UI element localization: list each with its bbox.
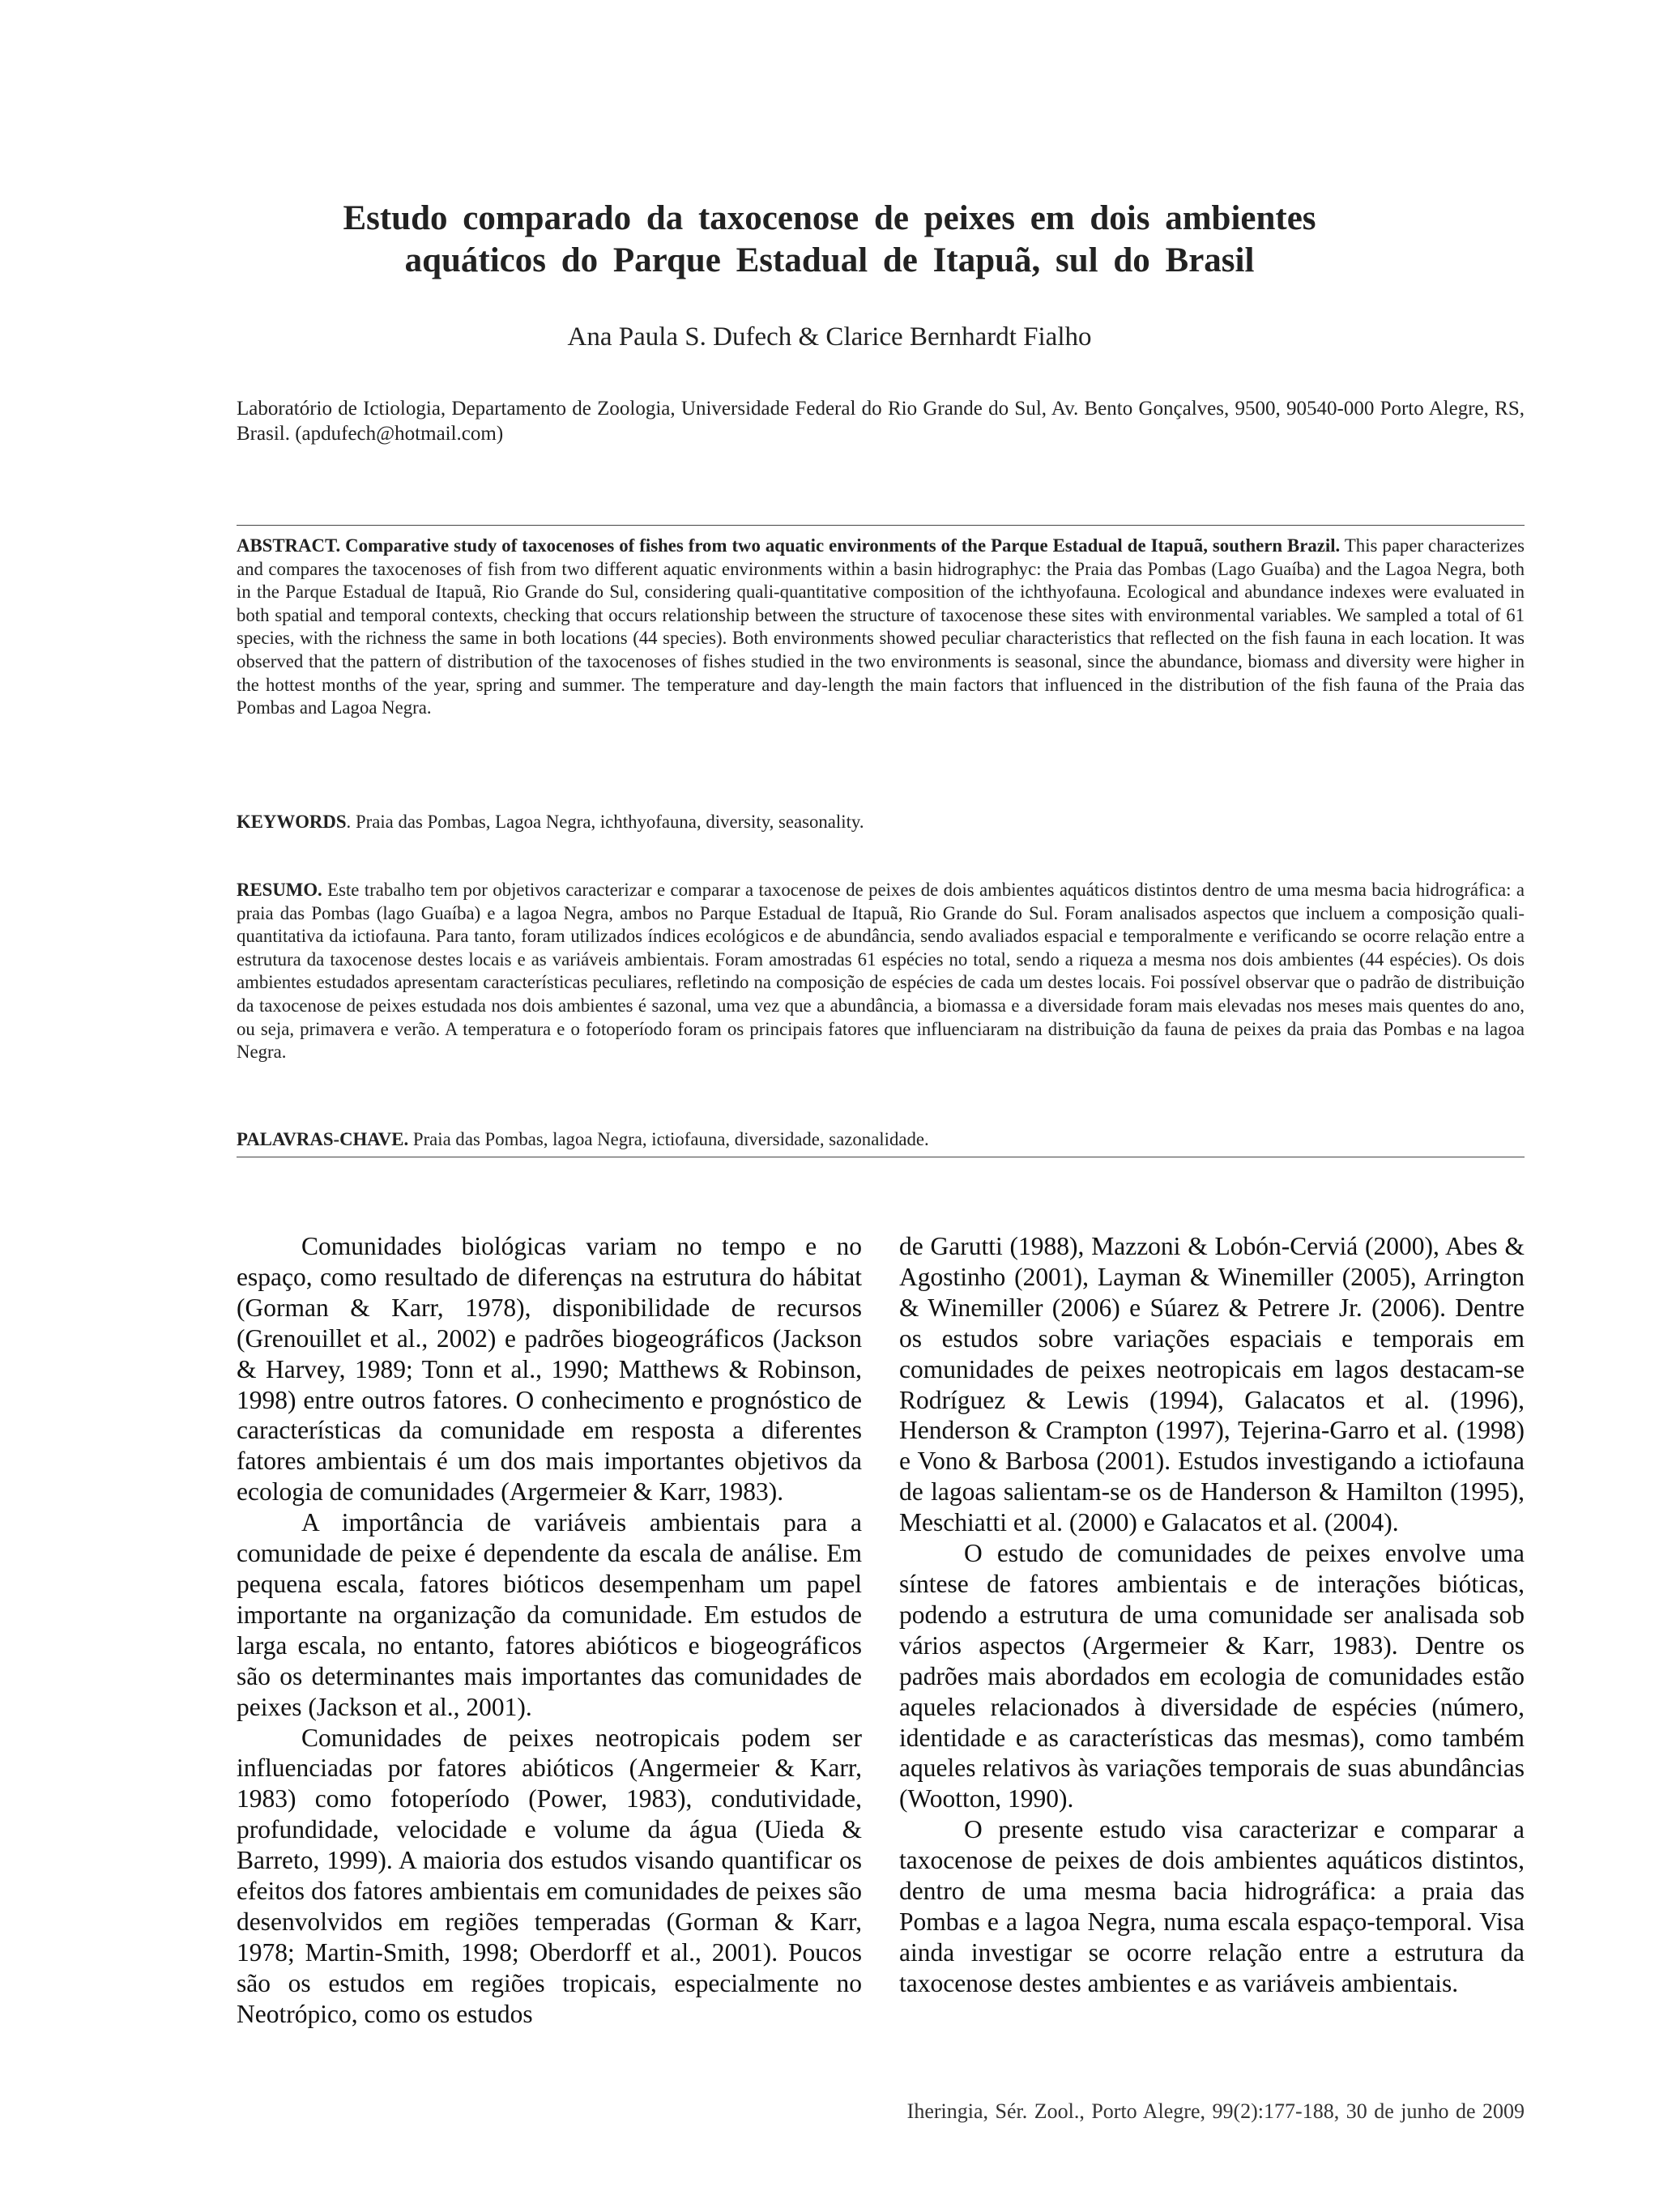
body-column-right: [899, 1231, 1525, 1999]
keywords-text: . Praia das Pombas, Lagoa Negra, ichthyofauna, diversity, seasonality.: [346, 812, 864, 832]
body-paragraph: A importância de variáveis ambientais para a comunidade de peixe é dependente da escala de análise. Em pequena escala, fatores bióticos desempenham um papel importante na organização da comunidade. Em estudos de larga escala, no entanto, fatores abióticos e biogeográficos são os determinantes mais importantes das comunidades de peixes (Jackson et al., 2001).: [237, 1508, 862, 1721]
keywords-block: [237, 811, 1525, 834]
palavras-label: PALAVRAS-CHAVE.: [237, 1129, 409, 1149]
top-rule: [237, 525, 1525, 526]
abstract-title: Comparative study of taxocenoses of fishes from two aquatic environments of the Parque Estadual de Itapuã, southern Brazil.: [345, 535, 1341, 556]
resumo-text: Este trabalho tem por objetivos caracterizar e comparar a taxocenose de peixes de dois ambientes aquáticos distintos dentro de uma mesma bacia hidrográfica: a praia das Pombas (lago Guaíba) e a lagoa Negra, ambos no Parque Estadual de Itapuã, Rio Grande do Sul. Foram analisados aspectos que incluem a composição quali-quantitativa da ictiofauna. Para tanto, foram utilizados índices ecológicos e de abundância, sendo avaliados espacial e temporalmente e verificando se ocorre relação entre a estrutura da taxocenose destes locais e as variáveis ambientais. Foram amostradas 61 espécies no total, sendo a riqueza a mesma nos dois ambientes (44 espécies). Os dois ambientes estudados apresentam características peculiares, refletindo na composição de espécies de cada um destes locais. Foi possível observar que o padrão de distribuição da taxocenose de peixes estudada nos dois ambientes é sazonal, uma vez que a abundância, a biomassa e a diversidade foram mais elevadas nos meses mais quentes do ano, ou seja, primavera e verão. A temperatura e o fotoperíodo foram os principais fatores que influenciaram na distribuição da fauna de peixes da praia das Pombas e na lagoa Negra.: [237, 880, 1525, 1063]
palavras-text: Praia das Pombas, lagoa Negra, ictiofauna, diversidade, sazonalidade.: [408, 1129, 929, 1149]
palavras-chave-block: [237, 1128, 1525, 1152]
body-paragraph: O estudo de comunidades de peixes envolve uma síntese de fatores ambientais e de interações bióticas, podendo a estrutura de uma comunidade ser analisada sob vários aspectos (Argermeier & Karr, 1983). Dentre os padrões mais abordados em ecologia de comunidades estão aqueles relacionados à diversidade de espécies (número, identidade e as características das mesmas), como também aqueles relativos às variações temporais de suas abundâncias (Wootton, 1990).: [899, 1539, 1525, 1813]
body-column-left: [237, 1231, 862, 2030]
body-paragraph: de Garutti (1988), Mazzoni & Lobón-Cerviá (2000), Abes & Agostinho (2001), Layman & Winemiller (2005), Arrington & Winemiller (2006) e Súarez & Petrere Jr. (2006). Dentre os estudos sobre variações espaciais e temporais em comunidades de peixes neotropicais em lagos destacam-se Rodríguez & Lewis (1994), Galacatos et al. (1996), Henderson & Crampton (1997), Tejerina-Garro et al. (1998) e Vono & Barbosa (2001). Estudos investigando a ictiofauna de lagoas salientam-se os de Handerson & Hamilton (1995), Meschiatti et al. (2000) e Galacatos et al. (2004).: [899, 1232, 1525, 1537]
keywords-label: KEYWORDS: [237, 812, 347, 832]
author-list: Ana Paula S. Dufech & Clarice Bernhardt Fialho: [567, 322, 1092, 352]
abstract-text: This paper characterizes and compares the taxocenoses of fish from two different aquatic environments within a basin hidrographyc: the Praia das Pombas (Lago Guaíba) and the Lagoa Negra, both in the Parque Estadual de Itapuã, Rio Grande do Sul, considering quali-quantitative composition of the ichthyofauna. Ecological and abundance indexes were evaluated in both spatial and temporal contexts, checking that occurs relationship between the structure of taxocenose these sites with environmental variables. We sampled a total of 61 species, with the richness the same in both locations (44 species). Both environments showed peculiar characteristics that reflected on the fish fauna in each location. It was observed that the pattern of distribution of the taxocenoses of fishes studied in the two environments is seasonal, since the abundance, biomass and diversity were higher in the hottest months of the year, spring and summer. The temperature and day-length the main factors that influenced in the distribution of the fish fauna of the Praia das Pombas and Lagoa Negra.: [237, 535, 1525, 718]
abstract-label: ABSTRACT.: [237, 535, 341, 556]
article-title: [237, 198, 1422, 282]
title-line-1: Estudo comparado da taxocenose de peixes em dois ambientes: [343, 199, 1316, 237]
resumo-label: RESUMO.: [237, 880, 322, 900]
body-paragraph: Comunidades de peixes neotropicais podem ser influenciadas por fatores abióticos (Angermeier & Karr, 1983) como fotoperíodo (Power, 1983), condutividade, profundidade, velocidade e volume da água (Uieda & Barreto, 1999). A maioria dos estudos visando quantificar os efeitos dos fatores ambientais em comunidades de peixes são desenvolvidos em regiões temperadas (Gorman & Karr, 1978; Martin-Smith, 1998; Oberdorff et al., 2001). Poucos são os estudos em regiões tropicais, especialmente no Neotrópico, como os estudos: [237, 1723, 862, 2028]
resumo-block: [237, 879, 1525, 1064]
affiliation: Laboratório de Ictiologia, Departamento de Zoologia, Universidade Federal do Rio Grande do Sul, Av. Bento Gonçalves, 9500, 90540-000 Porto Alegre, RS, Brasil. (apdufech@hotmail.com): [237, 398, 1525, 445]
journal-footer: Iheringia, Sér. Zool., Porto Alegre, 99(2):177-188, 30 de junho de 2009: [906, 2099, 1525, 2123]
title-line-2: aquáticos do Parque Estadual de Itapuã, sul do Brasil: [404, 241, 1255, 279]
body-paragraph: O presente estudo visa caracterizar e comparar a taxocenose de peixes de dois ambientes aquáticos distintos, dentro de uma mesma bacia hidrográfica: a praia das Pombas e a lagoa Negra, numa escala espaço-temporal. Visa ainda investigar se ocorre relação entre a estrutura da taxocenose destes ambientes e as variáveis ambientais.: [899, 1815, 1525, 1997]
body-paragraph: Comunidades biológicas variam no tempo e no espaço, como resultado de diferenças na estrutura do hábitat (Gorman & Karr, 1978), disponibilidade de recursos (Grenouillet et al., 2002) e padrões biogeográficos (Jackson & Harvey, 1989; Tonn et al., 1990; Matthews & Robinson, 1998) entre outros fatores. O conhecimento e prognóstico de características da comunidade em resposta a diferentes fatores ambientais é um dos mais importantes objetivos da ecologia de comunidades (Argermeier & Karr, 1983).: [237, 1232, 862, 1507]
abstract-block: [237, 535, 1525, 720]
